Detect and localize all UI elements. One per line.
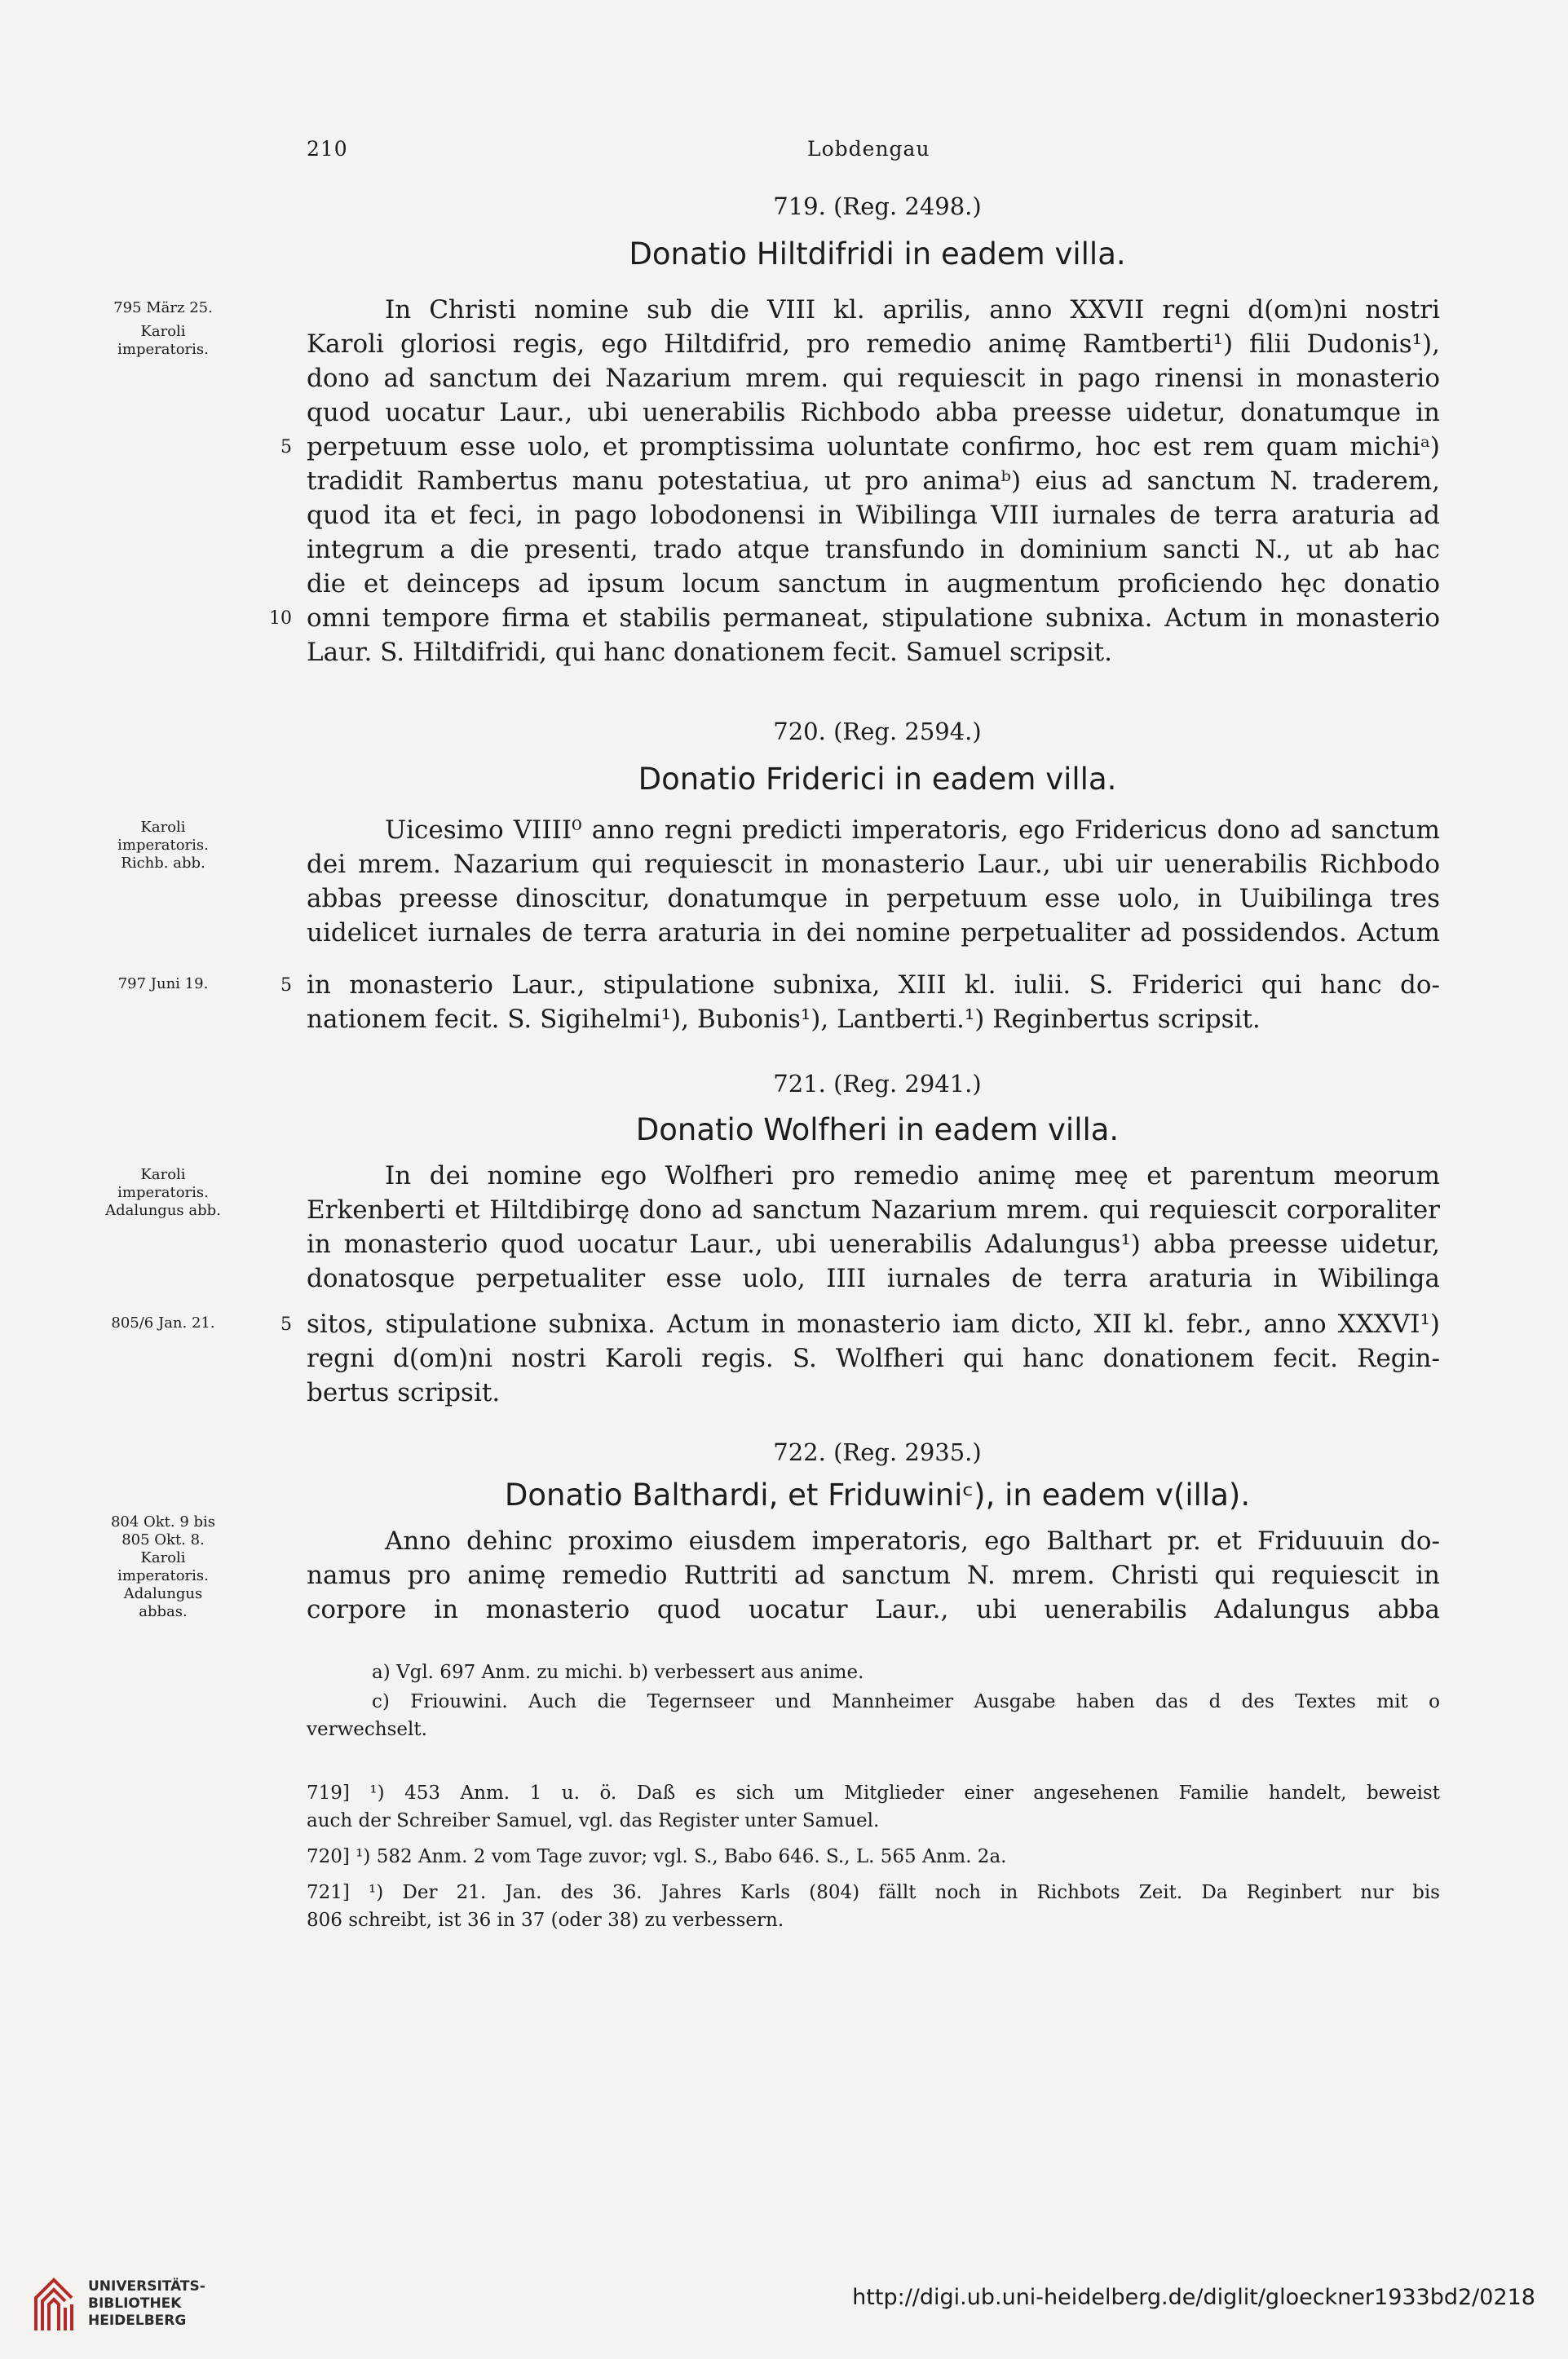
line-number: 10	[269, 608, 292, 629]
text-line: nationem fecit. S. Sigihelmi¹), Bubonis¹), Lantberti.¹) Reginbertus scripsit.	[307, 1005, 1261, 1034]
footnote-text: a) Vgl. 697 Anm. zu michi. b) verbessert aus anime.	[372, 1662, 864, 1683]
footnote-commentary: 806 schreibt, ist 36 in 37 (oder 38) zu verbessern.	[307, 1910, 784, 1931]
margin-note-date-721: 805/6 Jan. 21.	[111, 1314, 215, 1332]
text-line: quod ita et feci, in pago lobodonensi in Wibilinga VIII iurnales de terra araturia ad	[307, 501, 1440, 530]
text-line: uidelicet iurnales de terra araturia in dei nomine perpetualiter ad possidendos. Actum	[307, 918, 1440, 948]
text-line: corpore in monasterio quod uocatur Laur., ubi uenerabilis Adalungus abba	[307, 1595, 1440, 1624]
text-line: namus pro animę remedio Ruttriti ad sanctum N. mrem. Christi qui requiescit in	[307, 1561, 1440, 1590]
text-line: Uicesimo VIIII⁰ anno regni predicti imperatoris, ego Fridericus dono ad sanctum	[385, 815, 1440, 845]
text-line: quod uocatur Laur., ubi uenerabilis Richbodo abba preesse uidetur, donatumque in	[307, 398, 1440, 427]
text-line: tradidit Rambertus manu potestatiua, ut pro animaᵇ) eius ad sanctum N. traderem,	[307, 466, 1440, 496]
text-line: in monasterio quod uocatur Laur., ubi uenerabilis Adalungus¹) abba preesse uidetur,	[307, 1230, 1440, 1259]
footnote-text: c) Friouwini. Auch die Tegernseer und Mannheimer Ausgabe haben das d des Textes mit o	[372, 1691, 1440, 1712]
line-number: 5	[280, 975, 292, 996]
library-name: UNIVERSITÄTS- BIBLIOTHEK HEIDELBERG	[88, 2278, 205, 2329]
section-722-number: 722. (Reg. 2935.)	[773, 1438, 982, 1466]
margin-note-ruler-720: Karoli imperatoris. Richb. abb.	[117, 819, 209, 872]
footnote-commentary: 721] ¹) Der 21. Jan. des 36. Jahres Karls (804) fällt noch in Richbots Zeit. Da Reginbert nur bis	[307, 1882, 1440, 1903]
margin-note-ruler-721: Karoli imperatoris. Adalungus abb.	[105, 1166, 221, 1219]
footnote-commentary: auch der Schreiber Samuel, vgl. das Register unter Samuel.	[307, 1810, 880, 1831]
text-line: omni tempore firma et stabilis permaneat, stipulatione subnixa. Actum in monasterio	[307, 603, 1440, 633]
margin-note-date-719: 795 März 25.	[113, 299, 213, 316]
text-line: bertus scripsit.	[307, 1378, 501, 1407]
text-line: integrum a die presenti, trado atque transfundo in dominium sancti N., ut ab hac	[307, 535, 1440, 564]
text-line: sitos, stipulatione subnixa. Actum in monasterio iam dicto, XII kl. febr., anno XXXVI¹)	[307, 1310, 1440, 1339]
line-number: 5	[280, 1314, 292, 1335]
text-line: die et deinceps ad ipsum locum sanctum in augmentum proficiendo hęc donatio	[307, 569, 1440, 599]
section-719-number: 719. (Reg. 2498.)	[773, 192, 982, 220]
section-720-title: Donatio Friderici in eadem villa.	[638, 762, 1117, 797]
text-line: in monasterio Laur., stipulatione subnixa, XIII kl. iulii. S. Friderici qui hanc do-	[307, 970, 1440, 1000]
text-line: Karoli gloriosi regis, ego Hiltdifrid, pro remedio animę Ramtberti¹) filii Dudonis¹),	[307, 329, 1440, 359]
page-number: 210	[307, 137, 348, 161]
footnote-commentary: 719] ¹) 453 Anm. 1 u. ö. Daß es sich um Mitglieder einer angesehenen Familie handelt, beweist	[307, 1783, 1440, 1804]
text-line: dono ad sanctum dei Nazarium mrem. qui requiescit in pago rinensi in monasterio	[307, 364, 1440, 393]
section-721-title: Donatio Wolfheri in eadem villa.	[635, 1112, 1120, 1147]
text-line: donatosque perpetualiter esse uolo, IIII iurnales de terra araturia in Wibilinga	[307, 1264, 1440, 1293]
running-title: Lobdengau	[807, 137, 930, 161]
source-url-link[interactable]: http://digi.ub.uni-heidelberg.de/diglit/gloeckner1933bd2/0218	[852, 2285, 1535, 2310]
footnote-text: verwechselt.	[307, 1719, 427, 1740]
text-line: Anno dehinc proximo eiusdem imperatoris, ego Balthart pr. et Friduuuin do-	[385, 1526, 1440, 1556]
section-720-number: 720. (Reg. 2594.)	[773, 718, 982, 745]
text-line: In dei nomine ego Wolfheri pro remedio animę meę et parentum meorum	[385, 1161, 1440, 1191]
footnote-commentary: 720] ¹) 582 Anm. 2 vom Tage zuvor; vgl. S., Babo 646. S., L. 565 Anm. 2a.	[307, 1846, 1007, 1867]
section-721-number: 721. (Reg. 2941.)	[773, 1070, 982, 1098]
text-line: dei mrem. Nazarium qui requiescit in monasterio Laur., ubi uir uenerabilis Richbodo	[307, 850, 1440, 879]
margin-note-ruler-719: Karoli imperatoris.	[117, 323, 209, 358]
text-line: Laur. S. Hiltdifridi, qui hanc donationem fecit. Samuel scripsit.	[307, 638, 1112, 667]
margin-note-date-720: 797 Juni 19.	[117, 975, 209, 992]
text-line: Erkenberti et Hiltdibirgę dono ad sanctum Nazarium mrem. qui requiescit corporaliter	[307, 1195, 1440, 1225]
text-line: In Christi nomine sub die VIII kl. aprilis, anno XXVII regni d(om)ni nostri	[385, 295, 1440, 325]
ub-heidelberg-logo-icon	[29, 2265, 78, 2339]
text-line: abbas preesse dinoscitur, donatumque in perpetuum esse uolo, in Uuibilinga tres	[307, 884, 1440, 913]
line-number: 5	[280, 437, 292, 457]
section-719-title: Donatio Hiltdifridi in eadem villa.	[629, 236, 1126, 272]
margin-note-722: 804 Okt. 9 bis 805 Okt. 8. Karoli imperatoris. Adalungus abbas.	[110, 1513, 216, 1620]
section-722-title: Donatio Balthardi, et Friduwiniᶜ), in eadem v(illa).	[504, 1478, 1251, 1513]
text-line: perpetuum esse uolo, et promptissima uoluntate confirmo, hoc est rem quam michiᵃ)	[307, 432, 1440, 462]
text-line: regni d(om)ni nostri Karoli regis. S. Wolfheri qui hanc donationem fecit. Regin-	[307, 1344, 1440, 1373]
